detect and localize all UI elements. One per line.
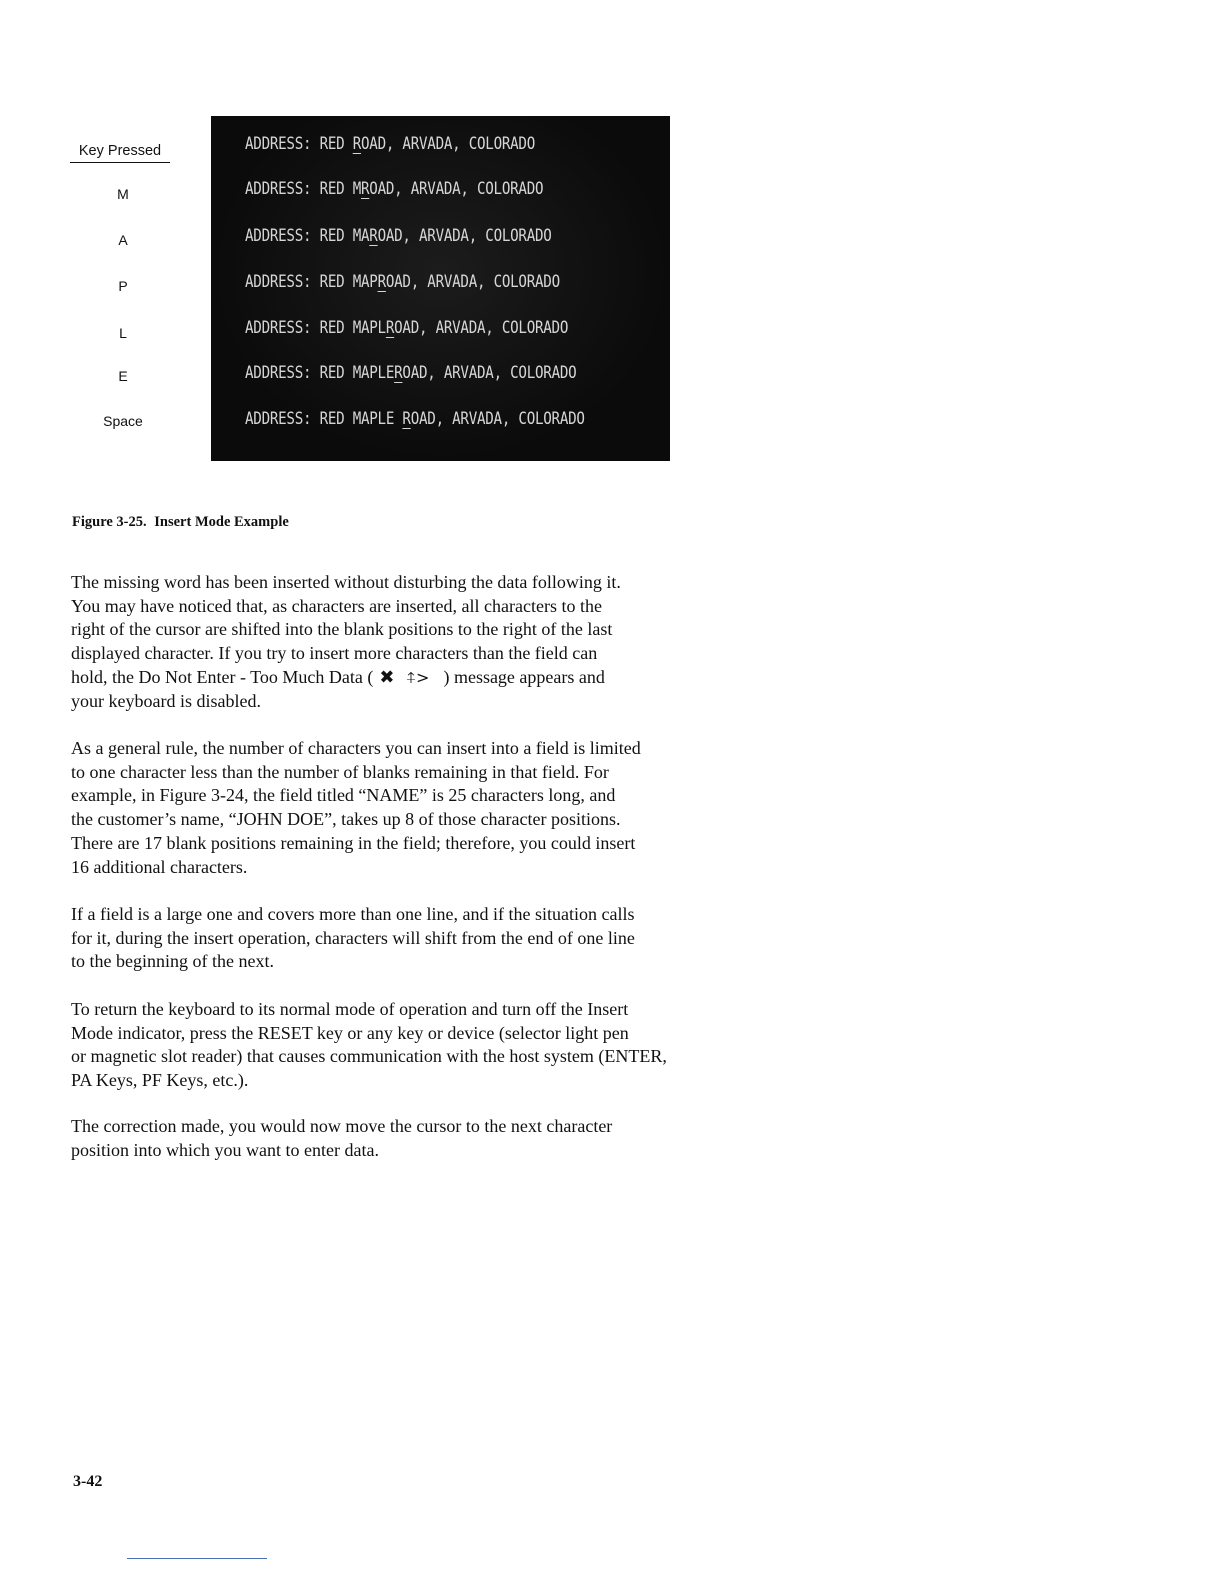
- paragraph-inserted-word: [71, 571, 751, 713]
- screen-text-after: OAD, ARVADA, COLORADO: [377, 226, 552, 245]
- key-label-l: L: [119, 325, 127, 341]
- key-label-a: A: [118, 232, 128, 248]
- text-line: the customer’s name, “JOHN DOE”, takes up 8 of those character positions.: [71, 809, 621, 830]
- screen-line: [245, 134, 535, 153]
- screen-text-after: OAD, ARVADA, COLORADO: [369, 179, 544, 198]
- screen-line: [245, 272, 560, 291]
- screen-text-after: OAD, ARVADA, COLORADO: [385, 272, 560, 291]
- text-line: to one character less than the number of blanks remaining in that field. For: [71, 761, 609, 782]
- screen-text-before: ADDRESS: RED MAPLE: [245, 409, 403, 428]
- figure-caption: [72, 514, 289, 531]
- text-line: displayed character. If you try to insert more characters than the field can: [71, 643, 598, 664]
- screen-line: [245, 363, 576, 382]
- screen-text-after: OAD, ARVADA, COLORADO: [394, 318, 569, 337]
- paragraph-return-normal-mode: [71, 998, 751, 1093]
- cursor-char: R: [377, 272, 386, 291]
- figure-caption-label: Figure 3-25.: [72, 514, 147, 530]
- text-line: example, in Figure 3-24, the field titled “NAME” is 25 characters long, and: [71, 785, 616, 806]
- paragraph-large-field: [71, 903, 751, 974]
- key-label-e: E: [118, 368, 128, 384]
- text-line: There are 17 blank positions remaining in the field; therefore, you could insert: [71, 832, 636, 853]
- text-line: to the beginning of the next.: [71, 951, 274, 972]
- cursor-char: R: [385, 318, 395, 337]
- key-label-space: Space: [103, 413, 143, 429]
- screen-text-after: OAD, ARVADA, COLORADO: [361, 134, 535, 153]
- text-segment: ) message appears and: [443, 666, 605, 687]
- screen-line: [245, 226, 552, 245]
- text-line: To return the keyboard to its normal mode of operation and turn off the Insert: [71, 999, 629, 1019]
- text-line: [71, 666, 751, 690]
- text-line: for it, during the insert operation, characters will shift from the end of one line: [71, 927, 635, 948]
- text-line: You may have noticed that, as characters are inserted, all characters to the: [71, 595, 602, 616]
- screen-text-before: ADDRESS: RED MAPLE: [245, 363, 395, 382]
- figure-caption-text: Insert Mode Example: [154, 514, 289, 530]
- page-number: 3-42: [73, 1473, 103, 1490]
- text-line: Mode indicator, press the RESET key or any key or device (selector light pen: [71, 1022, 629, 1043]
- text-line: As a general rule, the number of characters you can insert into a field is limited: [71, 738, 641, 758]
- text-line: PA Keys, PF Keys, etc.).: [71, 1070, 249, 1091]
- text-line: position into which you want to enter data.: [71, 1139, 379, 1160]
- text-line: 16 additional characters.: [71, 856, 248, 877]
- footer-divider: [127, 1558, 267, 1559]
- screen-line: [245, 179, 543, 198]
- screen-text-before: ADDRESS: RED: [245, 134, 353, 153]
- cursor-char: R: [394, 363, 403, 382]
- screen-text-before: ADDRESS: RED MAP: [245, 272, 378, 291]
- key-label-p: P: [118, 278, 128, 294]
- screen-text-before: ADDRESS: RED MAPL: [245, 318, 386, 337]
- cursor-char: R: [369, 226, 378, 245]
- screen-text-after: OAD, ARVADA, COLORADO: [410, 409, 585, 428]
- insert-mode-figure: [0, 0, 1224, 530]
- screen-line: [245, 318, 568, 337]
- screen-text-after: OAD, ARVADA, COLORADO: [402, 363, 577, 382]
- paragraph-correction-made: [71, 1115, 751, 1162]
- key-label-m: M: [117, 186, 129, 202]
- screen-line: [245, 409, 585, 428]
- text-line: right of the cursor are shifted into the blank positions to the right of the last: [71, 619, 613, 640]
- text-line: your keyboard is disabled.: [71, 690, 261, 711]
- text-line: If a field is a large one and covers more than one line, and if the situation calls: [71, 904, 635, 924]
- text-line: The missing word has been inserted without disturbing the data following it.: [71, 572, 621, 592]
- screen-text-before: ADDRESS: RED MA: [245, 226, 370, 245]
- terminal-screen: [211, 116, 670, 461]
- cursor-char: R: [360, 179, 370, 198]
- text-line: or magnetic slot reader) that causes communication with the host system (ENTER,: [71, 1046, 667, 1067]
- key-pressed-header: Key Pressed: [70, 143, 170, 163]
- cursor-char: R: [352, 134, 362, 153]
- screen-text-before: ADDRESS: RED M: [245, 179, 361, 198]
- text-line: The correction made, you would now move the cursor to the next character: [71, 1116, 613, 1136]
- x-symbol-icon: ✖: [379, 666, 395, 688]
- cursor-char: R: [402, 409, 411, 428]
- paragraph-general-rule: [71, 737, 751, 879]
- man-symbol-icon: ⍏>: [406, 667, 430, 687]
- text-segment: hold, the Do Not Enter - Too Much Data (: [71, 666, 374, 687]
